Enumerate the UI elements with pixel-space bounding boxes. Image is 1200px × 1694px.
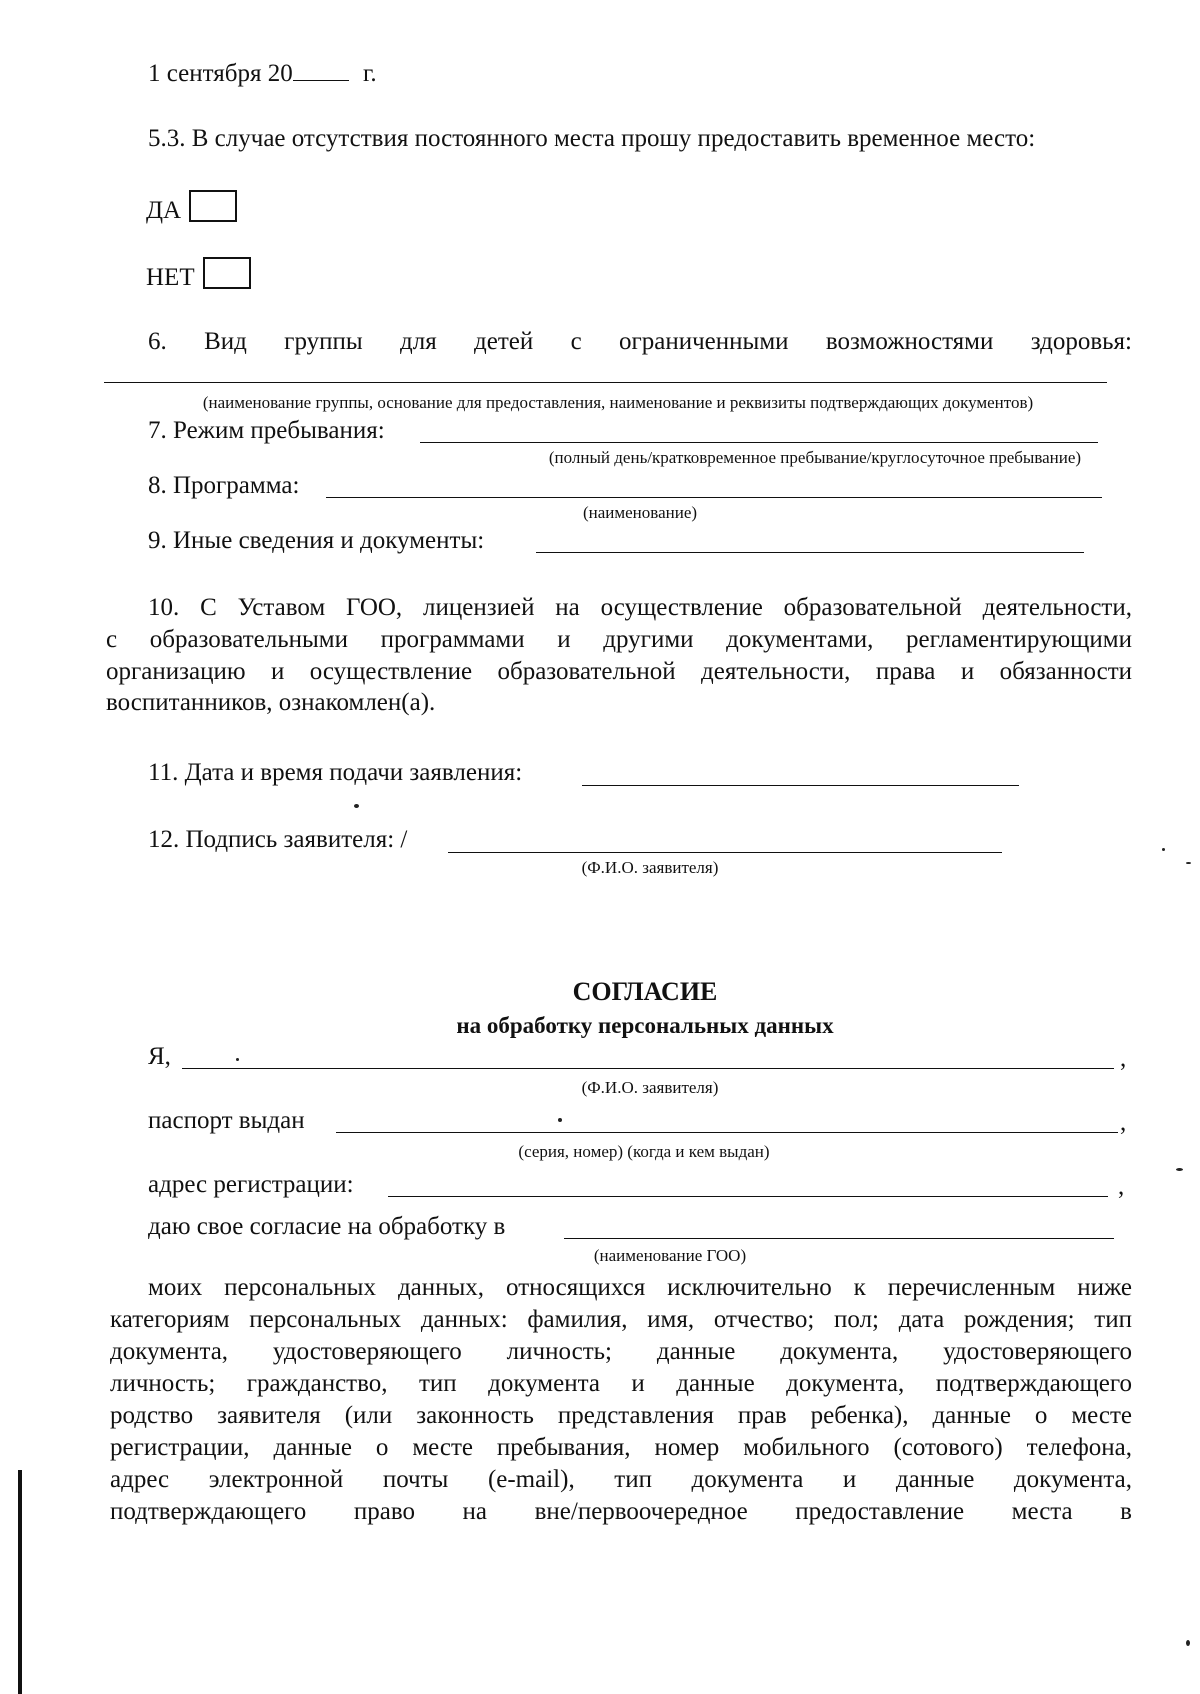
consent-title: СОГЛАСИЕ <box>572 977 718 1006</box>
passport-label: паспорт выдан <box>148 1107 305 1134</box>
section-9-label: 9. Иные сведения и документы: <box>148 527 485 554</box>
consent-i-label: Я, <box>148 1043 171 1070</box>
section-11-label: 11. Дата и время подачи заявления: <box>148 759 523 786</box>
year-blank[interactable] <box>293 56 349 81</box>
agree-label: даю свое согласие на обработку в <box>148 1213 506 1240</box>
yes-checkbox[interactable] <box>189 190 237 222</box>
scan-speck <box>236 1058 239 1061</box>
address-field[interactable] <box>388 1196 1108 1197</box>
signature-field[interactable] <box>448 852 1002 853</box>
agree-caption: (наименование ГОО) <box>593 1246 747 1265</box>
consent-body-line-8: подтверждающего право на вне/первоочередное предоставление места в <box>110 1498 1132 1525</box>
section-12-label: 12. Подпись заявителя: / <box>148 826 408 853</box>
section-10-line-1: 10. С Уставом ГОО, лицензией на осуществление образовательной деятельности, <box>148 594 1132 621</box>
scan-speck <box>558 1118 562 1122</box>
section-5-3-text: 5.3. В случае отсутствия постоянного места прошу предоставить временное место: <box>148 125 1036 152</box>
address-label: адрес регистрации: <box>148 1171 354 1198</box>
passport-field[interactable] <box>336 1132 1118 1133</box>
yes-option <box>146 190 237 226</box>
date-prefix: 1 сентября 20 <box>148 60 293 87</box>
consent-body-line-5: родство заявителя (или законность представления прав ребенка), данные о месте <box>110 1402 1132 1429</box>
comma-3: , <box>1118 1173 1125 1200</box>
consent-body-line-4: личность; гражданство, тип документа и данные документа, подтверждающего <box>110 1370 1132 1397</box>
scan-speck <box>1176 1168 1183 1171</box>
passport-caption: (серия, номер) (когда и кем выдан) <box>518 1142 770 1161</box>
section-10-line-3: организацию и осуществление образовательной деятельности, права и обязанности <box>106 658 1132 685</box>
comma-2: , <box>1120 1109 1127 1136</box>
section-8-label: 8. Программа: <box>148 472 300 499</box>
section-6-text: 6. Вид группы для детей с ограниченными возможностями здоровья: <box>148 328 1132 355</box>
scan-speck <box>1162 848 1165 851</box>
date-suffix: г. <box>362 60 377 87</box>
section-10-line-2: с образовательными программами и другими документами, регламентирующими <box>106 626 1132 653</box>
scan-speck <box>1186 1640 1190 1646</box>
applicant-name-field[interactable] <box>182 1068 1114 1069</box>
stay-mode-field[interactable] <box>420 442 1098 443</box>
section-10-line-4: воспитанников, ознакомлен(а). <box>106 689 436 716</box>
date-line <box>148 56 377 89</box>
program-field[interactable] <box>326 497 1102 498</box>
consent-i-caption: (Ф.И.О. заявителя) <box>581 1078 719 1097</box>
scan-speck <box>354 804 359 808</box>
consent-body-line-6: регистрации, данные о месте пребывания, номер мобильного (сотового) телефона, <box>110 1434 1132 1461</box>
consent-body-line-1: моих персональных данных, относящихся исключительно к перечисленным ниже <box>148 1274 1132 1301</box>
scan-speck <box>1186 862 1191 864</box>
consent-subtitle: на обработку персональных данных <box>456 1013 834 1038</box>
institution-field[interactable] <box>564 1238 1114 1239</box>
yes-label: ДА <box>146 197 182 224</box>
section-7-label: 7. Режим пребывания: <box>148 417 385 444</box>
consent-body-line-3: документа, удостоверяющего личность; данные документа, удостоверяющего <box>110 1338 1132 1365</box>
section-12-caption: (Ф.И.О. заявителя) <box>581 858 719 877</box>
submission-datetime-field[interactable] <box>582 785 1019 786</box>
section-7-caption: (полный день/кратковременное пребывание/круглосуточное пребывание) <box>548 448 1082 467</box>
section-6-caption: (наименование группы, основание для предоставления, наименование и реквизиты подтверждающих документов) <box>202 393 1034 412</box>
scan-edge-mark <box>18 1470 22 1694</box>
no-checkbox[interactable] <box>203 257 251 289</box>
section-8-caption: (наименование) <box>582 503 698 522</box>
other-info-field[interactable] <box>536 552 1084 553</box>
consent-body-line-2: категориям персональных данных: фамилия, имя, отчество; пол; дата рождения; тип <box>110 1306 1132 1333</box>
no-label: НЕТ <box>146 264 195 291</box>
consent-body-line-7: адрес электронной почты (e-mail), тип документа и данные документа, <box>110 1466 1132 1493</box>
no-option <box>146 257 251 293</box>
section-6-field[interactable] <box>104 382 1107 383</box>
comma-1: , <box>1120 1045 1127 1072</box>
